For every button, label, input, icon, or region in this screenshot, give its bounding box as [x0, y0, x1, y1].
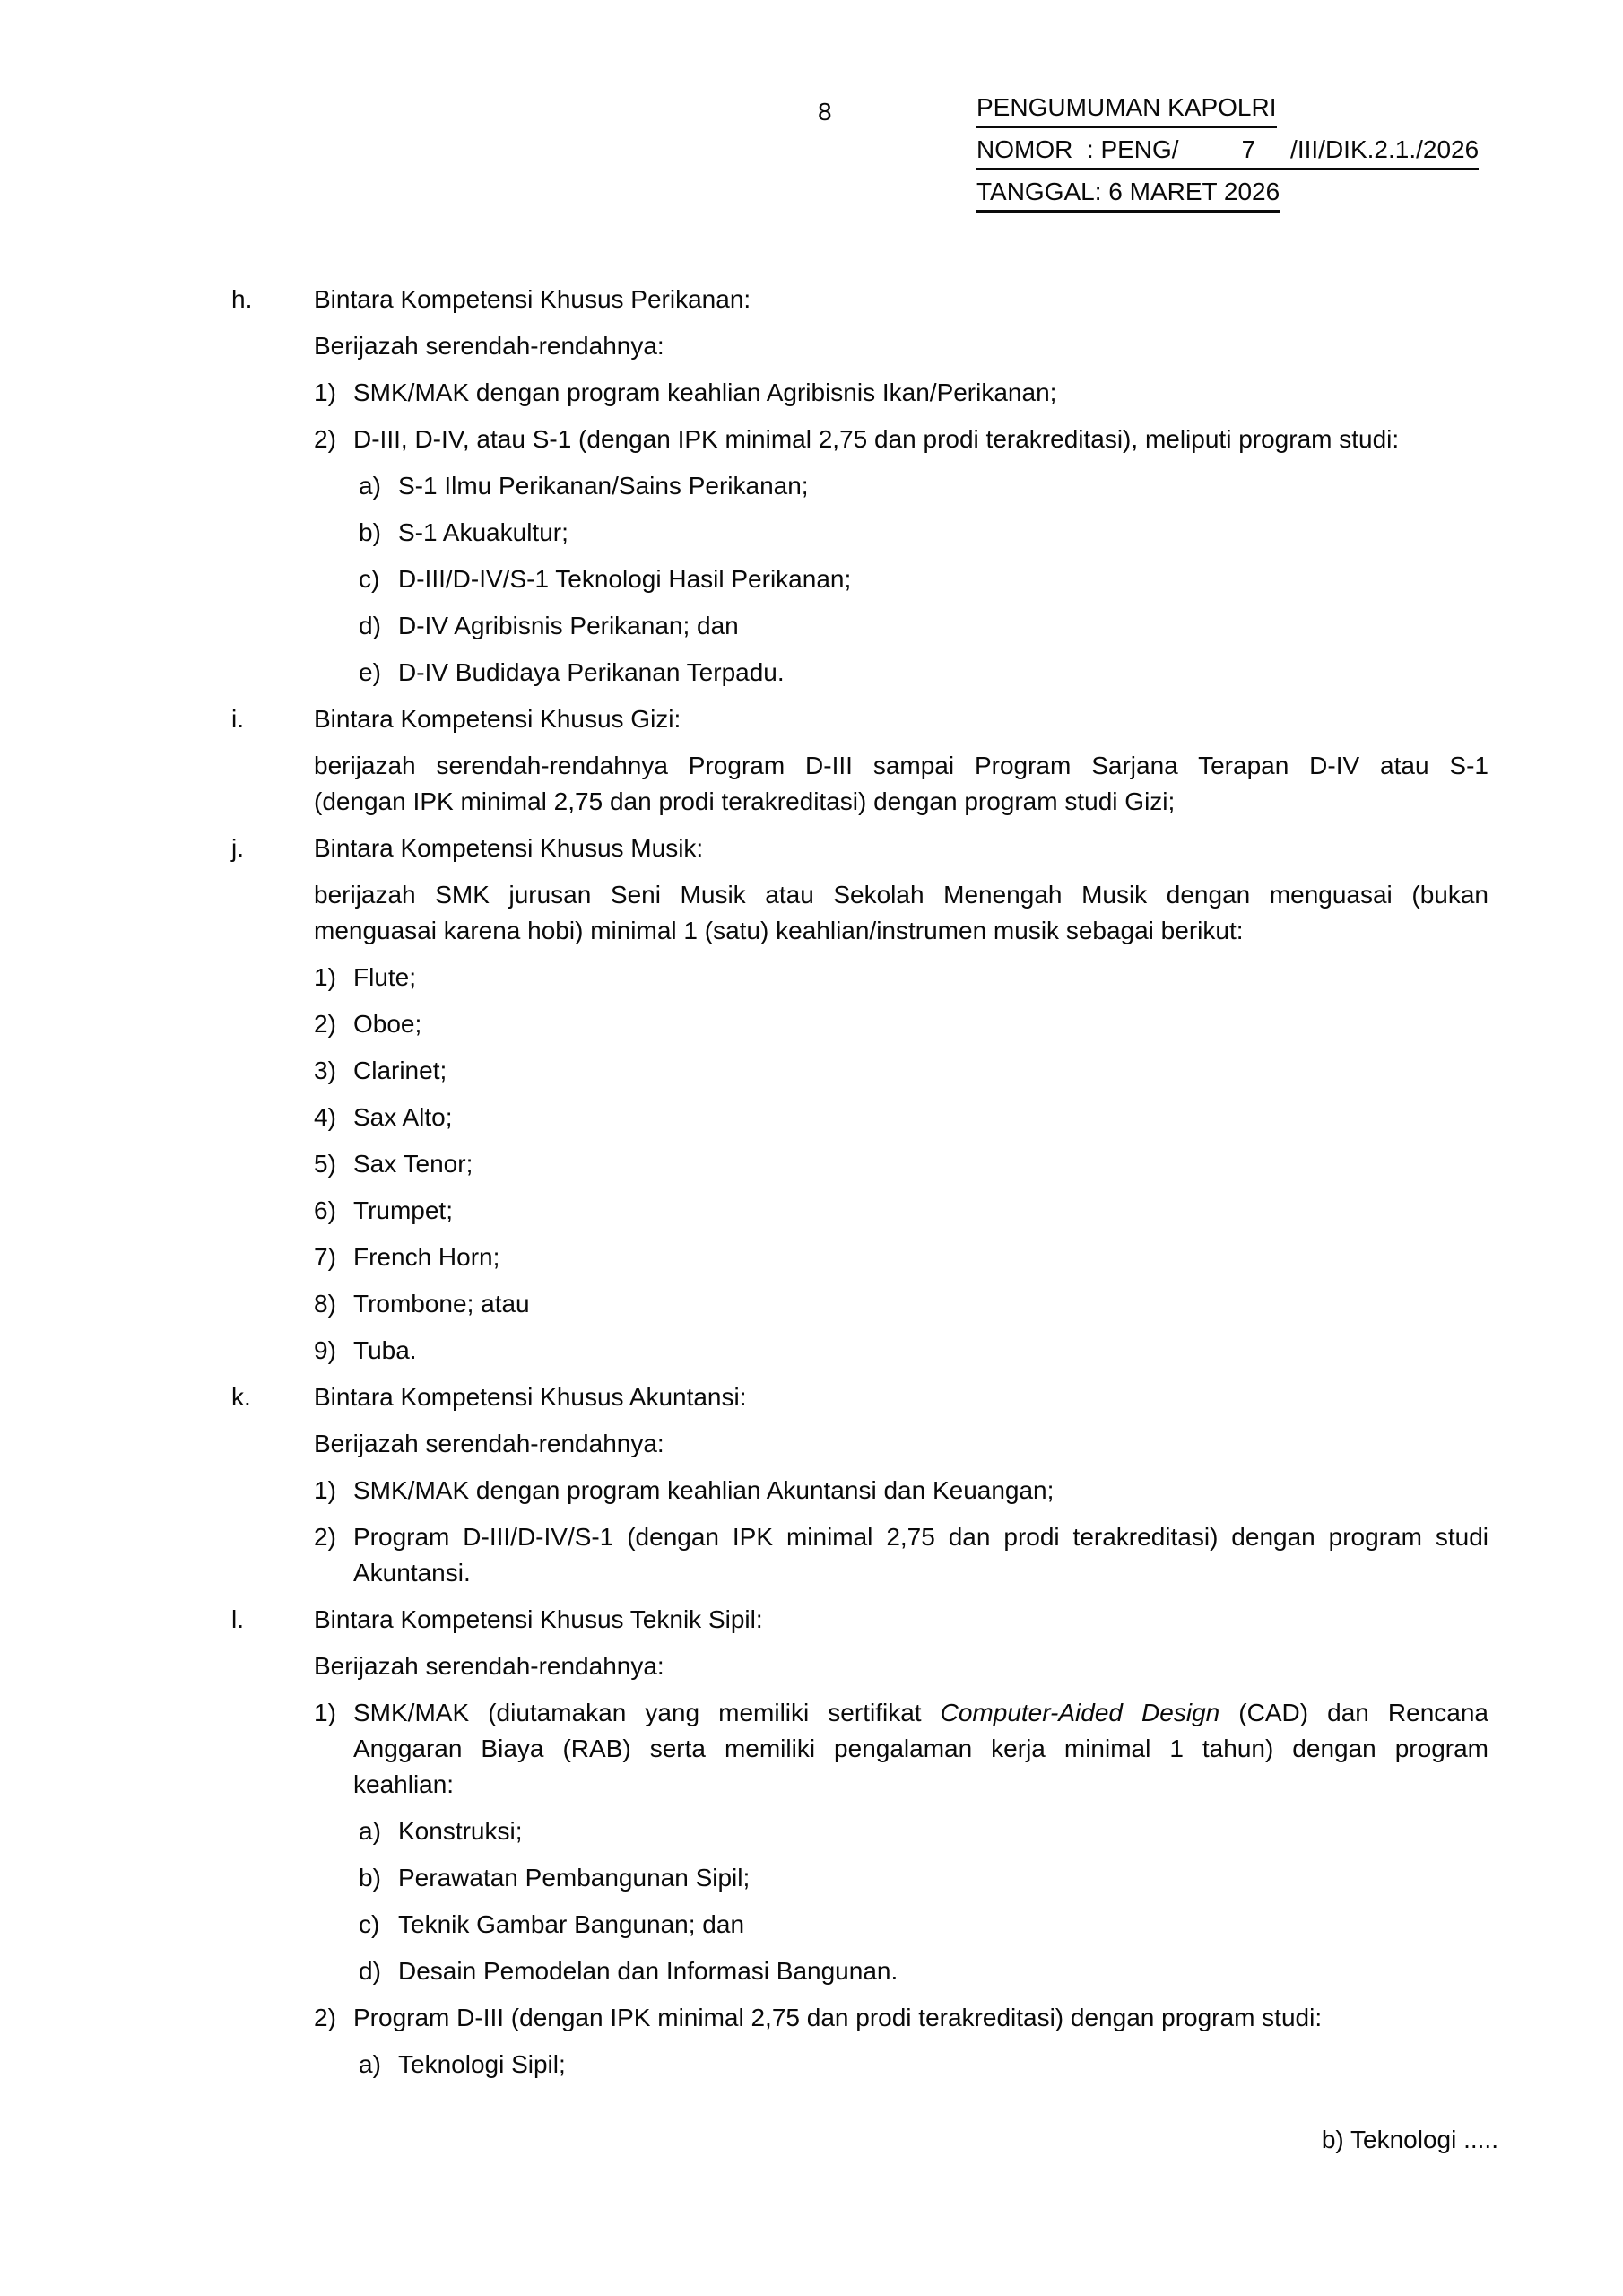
section-k-marker: k. [231, 1383, 251, 1411]
list-item-line: keahlian: [353, 1770, 455, 1798]
sublist-item-marker: c) [359, 1910, 380, 1938]
list-item [314, 1473, 1488, 1509]
section-l-marker: l. [231, 1605, 244, 1633]
list-item [314, 1695, 1488, 1989]
sublist-item-marker: e) [359, 658, 381, 686]
sublist-item-marker: d) [359, 612, 381, 639]
sublist-item-marker: a) [359, 472, 381, 500]
list-item [314, 1053, 1488, 1089]
section-i-content [314, 701, 1488, 820]
catchword: b) Teknologi ..... [1321, 2126, 1498, 2153]
list-item-marker: 1) [314, 963, 336, 991]
section-k-title: Bintara Kompetensi Khusus Akuntansi: [314, 1383, 747, 1411]
sublist-item-text: D-IV Agribisnis Perikanan; dan [398, 612, 739, 639]
list-item-text: Flute; [353, 963, 417, 991]
list-item-text: French Horn; [353, 1243, 500, 1271]
list-item-marker: 8) [314, 1290, 336, 1318]
list-item-text: SMK/MAK dengan program keahlian Agribisnis Ikan/Perikanan; [353, 378, 1057, 406]
list-item [314, 1239, 1488, 1275]
list-item-marker: 7) [314, 1243, 336, 1271]
list-item-text: Clarinet; [353, 1057, 447, 1084]
section-h-title: Bintara Kompetensi Khusus Perikanan: [314, 285, 751, 313]
paragraph-line: menguasai karena hobi) minimal 1 (satu) keahlian/instrumen musik sebagai berikut: [314, 917, 1244, 944]
sublist-item-text: Teknologi Sipil; [398, 2050, 566, 2078]
sublist-item [359, 515, 1488, 551]
section-l [224, 1602, 1488, 2083]
list-item [314, 2000, 1488, 2083]
list-item [314, 375, 1488, 411]
section-l-title: Bintara Kompetensi Khusus Teknik Sipil: [314, 1605, 763, 1633]
list-item-marker: 9) [314, 1336, 336, 1364]
sublist-item-marker: c) [359, 565, 380, 593]
list-item-marker: 2) [314, 1523, 336, 1551]
section-l-content [314, 1602, 1488, 2083]
paragraph-line: berijazah SMK jurusan Seni Musik atau Sekolah Menengah Musik dengan menguasai (bukan [314, 881, 1488, 909]
list-item [314, 1286, 1488, 1322]
section-l-intro: Berijazah serendah-rendahnya: [314, 1652, 664, 1680]
list-item-body [353, 1519, 1488, 1591]
list-item-body [353, 1695, 1488, 1989]
list-item [314, 960, 1488, 996]
list-item-marker: 1) [314, 1476, 336, 1504]
sublist-item [359, 1907, 1488, 1943]
section-i-paragraph [314, 748, 1488, 820]
list-item-marker: 4) [314, 1103, 336, 1131]
sublist-item-text: S-1 Ilmu Perikanan/Sains Perikanan; [398, 472, 809, 500]
section-j-marker: j. [231, 834, 244, 862]
list-item-text-segment: (CAD) dan Rencana [1219, 1699, 1489, 1726]
document-body [224, 282, 1488, 2093]
list-item-line: Anggaran Biaya (RAB) serta memiliki pengalaman kerja minimal 1 tahun) dengan program [353, 1735, 1488, 1762]
sublist-item [359, 2047, 1488, 2083]
list-item-line [353, 1695, 1488, 1731]
sublist-item [359, 1860, 1488, 1896]
section-h-intro: Berijazah serendah-rendahnya: [314, 332, 664, 360]
list-item-marker: 2) [314, 2004, 336, 2031]
list-item-body [353, 422, 1488, 691]
header-nomor: NOMOR : PENG/ 7 /III/DIK.2.1./2026 [976, 134, 1479, 170]
section-i-title: Bintara Kompetensi Khusus Gizi: [314, 705, 681, 733]
list-item-marker: 6) [314, 1196, 336, 1224]
list-item-marker: 1) [314, 1699, 336, 1726]
list-item-marker: 2) [314, 1010, 336, 1038]
sublist-item-text: Teknik Gambar Bangunan; dan [398, 1910, 745, 1938]
list-item-text-segment: SMK/MAK (diutamakan yang memiliki sertifikat [353, 1699, 941, 1726]
section-i-marker: i. [231, 705, 244, 733]
section-h-marker: h. [231, 285, 253, 313]
list-item-marker: 5) [314, 1150, 336, 1178]
section-i [224, 701, 1488, 820]
sublist-item-marker: d) [359, 1957, 381, 1985]
list-item [314, 1193, 1488, 1229]
sublist-item [359, 1953, 1488, 1989]
section-k [224, 1379, 1488, 1591]
sublist-item-marker: b) [359, 518, 381, 546]
section-h-content [314, 282, 1488, 691]
sublist-item-text: Desain Pemodelan dan Informasi Bangunan. [398, 1957, 898, 1985]
section-j [224, 831, 1488, 1369]
sublist-item-marker: b) [359, 1864, 381, 1892]
list-item [314, 1100, 1488, 1135]
list-item-text: Sax Alto; [353, 1103, 453, 1131]
section-k-content [314, 1379, 1488, 1591]
list-item [314, 422, 1488, 691]
document-header [976, 91, 1479, 218]
sublist-item-text: Konstruksi; [398, 1817, 523, 1845]
list-item-line: Akuntansi. [353, 1559, 471, 1587]
list-item-line: Program D-III/D-IV/S-1 (dengan IPK minimal 2,75 dan prodi terakreditasi) dengan program studi [353, 1523, 1488, 1551]
sublist-item-text: D-III/D-IV/S-1 Teknologi Hasil Perikanan; [398, 565, 852, 593]
sublist-item [359, 1813, 1488, 1849]
sublist-item [359, 561, 1488, 597]
list-item-body [353, 2000, 1488, 2083]
list-item-marker: 1) [314, 378, 336, 406]
paragraph-line: berijazah serendah-rendahnya Program D-III sampai Program Sarjana Terapan D-IV atau S-1 [314, 752, 1488, 779]
italic-term: Computer-Aided Design [940, 1699, 1220, 1726]
list-item-text: Trumpet; [353, 1196, 453, 1224]
list-item [314, 1146, 1488, 1182]
list-item-text: Sax Tenor; [353, 1150, 473, 1178]
list-item-text: D-III, D-IV, atau S-1 (dengan IPK minimal 2,75 dan prodi terakreditasi), meliputi program studi: [353, 425, 1400, 453]
header-tanggal: TANGGAL: 6 MARET 2026 [976, 176, 1280, 213]
paragraph-line: (dengan IPK minimal 2,75 dan prodi terakreditasi) dengan program studi Gizi; [314, 787, 1176, 815]
list-item [314, 1006, 1488, 1042]
section-h [224, 282, 1488, 691]
list-item-text: SMK/MAK dengan program keahlian Akuntansi dan Keuangan; [353, 1476, 1055, 1504]
section-j-title: Bintara Kompetensi Khusus Musik: [314, 834, 704, 862]
sublist-item [359, 655, 1488, 691]
sublist-item-text: D-IV Budidaya Perikanan Terpadu. [398, 658, 785, 686]
list-item-text: Tuba. [353, 1336, 417, 1364]
list-item [314, 1519, 1488, 1591]
sublist-item [359, 608, 1488, 644]
sublist-item-text: Perawatan Pembangunan Sipil; [398, 1864, 751, 1892]
list-item-text: Program D-III (dengan IPK minimal 2,75 dan prodi terakreditasi) dengan program studi: [353, 2004, 1323, 2031]
sublist-item-marker: a) [359, 2050, 381, 2078]
list-item-text: Trombone; atau [353, 1290, 530, 1318]
section-k-intro: Berijazah serendah-rendahnya: [314, 1430, 664, 1457]
sublist-item [359, 468, 1488, 504]
list-item-marker: 3) [314, 1057, 336, 1084]
list-item-text: Oboe; [353, 1010, 422, 1038]
page-number: 8 [818, 98, 832, 126]
list-item [314, 1333, 1488, 1369]
section-j-paragraph [314, 877, 1488, 949]
sublist-item-marker: a) [359, 1817, 381, 1845]
list-item-marker: 2) [314, 425, 336, 453]
sublist-item-text: S-1 Akuakultur; [398, 518, 568, 546]
section-j-content [314, 831, 1488, 1369]
header-title: PENGUMUMAN KAPOLRI [976, 91, 1277, 128]
